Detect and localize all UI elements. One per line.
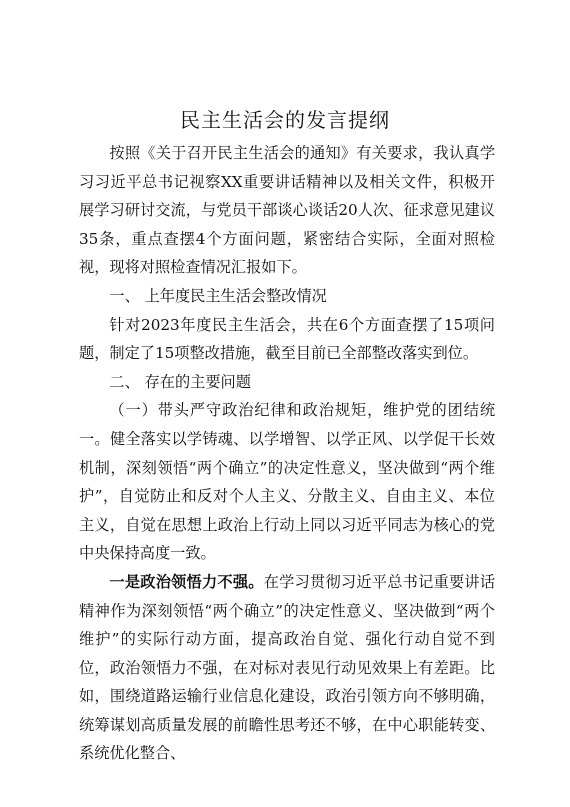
document-title: 民主生活会的发言提纲 [180, 108, 390, 132]
section-heading-2: 二、 存在的主要问题 [109, 372, 251, 391]
point-1-text: 在学习贯彻习近平总书记重要讲话精神作为深刻领悟“两个确立”的决定性意义、坚决做到“两个维护”的实际行动方面，提高政治自觉、强化行动自觉不到位，政治领悟力不强，在对标对表见行动见效果上有差距。比如，围绕道路运输行业信息化建设，政治引领方向不够明确，统筹谋划高质量发展的前瞻性思考还不够，在中心职能转变、系统优化整合、 [79, 572, 496, 763]
document-body [79, 139, 495, 768]
point-1-paragraph [79, 568, 495, 768]
section-heading-1: 一、 上年度民主生活会整改情况 [109, 286, 327, 305]
point-1-lead: 一是政治领悟力不强。 [109, 572, 264, 591]
intro-paragraph: 按照《关于召开民主生活会的通知》有关要求，我认真学习习近平总书记视察XX重要讲话精神以及相关文件，积极开展学习研讨交流，与党员干部谈心谈话20人次、征求意见建议35条，重点查摆4个方面问题，紧密结合实际，全面对照检视，现将对照检查情况汇报如下。 [79, 144, 495, 277]
section-1-paragraph: 针对2023年度民主生活会，共在6个方面查摆了15项问题，制定了15项整改措施，截至目前已全部整改落实到位。 [79, 315, 495, 363]
item-1-paragraph: （一）带头严守政治纪律和政治规矩，维护党的团结统一。健全落实以学铸魂、以学增智、以学正风、以学促干长效机制，深刻领悟“两个确立”的决定性意义，坚决做到“两个维护”，自觉防止和反对个人主义、分散主义、自由主义、本位主义，自觉在思想上政治上行动上同以习近平同志为核心的党中央保持高度一致。 [79, 401, 495, 563]
